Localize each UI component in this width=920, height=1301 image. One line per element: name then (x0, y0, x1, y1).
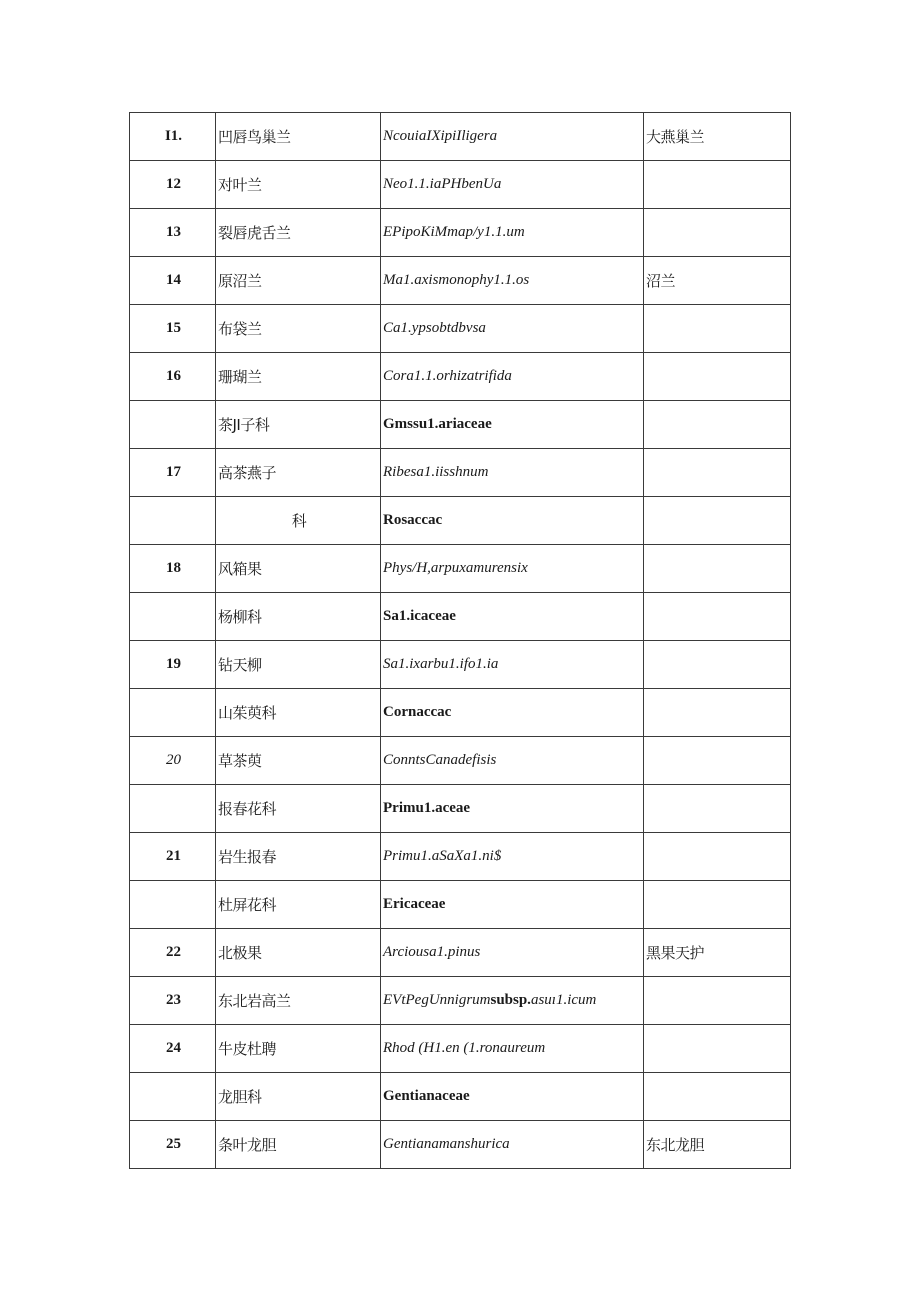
family-row (130, 689, 791, 737)
chinese-name: 裂唇虎舌兰 (216, 209, 381, 257)
row-number: 25 (130, 1121, 216, 1169)
family-chinese-name: 报春花科 (216, 785, 381, 833)
alternate-name: 沼兰 (644, 257, 791, 305)
family-row (130, 593, 791, 641)
row-number: I1. (130, 113, 216, 161)
chinese-name: 凹唇鸟巢兰 (216, 113, 381, 161)
row-number: 19 (130, 641, 216, 689)
row-number (130, 497, 216, 545)
latin-name: Gentianamanshurica (381, 1121, 644, 1169)
row-number (130, 785, 216, 833)
species-row (130, 545, 791, 593)
alternate-name (644, 161, 791, 209)
row-number: 14 (130, 257, 216, 305)
alternate-name (644, 737, 791, 785)
chinese-name: 岩生报春 (216, 833, 381, 881)
row-number (130, 1073, 216, 1121)
row-number: 16 (130, 353, 216, 401)
row-number: 12 (130, 161, 216, 209)
latin-name: Cora1.1.orhizatrifida (381, 353, 644, 401)
chinese-name: 条叶龙胆 (216, 1121, 381, 1169)
chinese-name: 草茶萸 (216, 737, 381, 785)
alternate-name (644, 497, 791, 545)
alternate-name (644, 449, 791, 497)
latin-name: ConntsCanadefisis (381, 737, 644, 785)
chinese-name: 布袋兰 (216, 305, 381, 353)
family-latin-name: Rosaccac (381, 497, 644, 545)
chinese-name: 高茶燕子 (216, 449, 381, 497)
latin-name-genus-species: EVtPegUnnigrum (383, 992, 491, 1008)
alternate-name (644, 593, 791, 641)
species-row (130, 833, 791, 881)
latin-name: Ca1.ypsobtdbvsa (381, 305, 644, 353)
alternate-name (644, 353, 791, 401)
alternate-name (644, 689, 791, 737)
chinese-name: 风箱果 (216, 545, 381, 593)
species-row (130, 305, 791, 353)
species-table (129, 112, 791, 1169)
latin-name: NcouiaIXipiIligera (381, 113, 644, 161)
alternate-name (644, 1025, 791, 1073)
species-row (130, 977, 791, 1025)
alternate-name (644, 401, 791, 449)
alternate-name (644, 833, 791, 881)
family-row (130, 881, 791, 929)
alternate-name (644, 545, 791, 593)
row-number: 24 (130, 1025, 216, 1073)
species-row (130, 641, 791, 689)
latin-name: Rhod (H1.en (1.ronaureum (381, 1025, 644, 1073)
alternate-name: 黑果天护 (644, 929, 791, 977)
latin-name: Neo1.1.iaPHbenUa (381, 161, 644, 209)
latin-name-subspecies-epithet: asuı1.icum (530, 992, 597, 1008)
family-row (130, 1073, 791, 1121)
row-number (130, 881, 216, 929)
alternate-name (644, 785, 791, 833)
alternate-name (644, 977, 791, 1025)
species-row (130, 353, 791, 401)
family-latin-name: Sa1.icaceae (381, 593, 644, 641)
family-latin-name: Primu1.aceae (381, 785, 644, 833)
row-number: 13 (130, 209, 216, 257)
latin-name (381, 977, 644, 1025)
family-chinese-name: 龙胆科 (216, 1073, 381, 1121)
alternate-name (644, 1073, 791, 1121)
species-row (130, 1121, 791, 1169)
alternate-name: 大燕巢兰 (644, 113, 791, 161)
row-number (130, 689, 216, 737)
latin-name-subspecies-marker: subsp. (490, 992, 531, 1008)
latin-name: Ma1.axismonophy1.1.os (381, 257, 644, 305)
alternate-name (644, 641, 791, 689)
chinese-name: 珊瑚兰 (216, 353, 381, 401)
family-chinese-name: 茶JI子科 (216, 401, 381, 449)
chinese-name: 北极果 (216, 929, 381, 977)
species-row (130, 737, 791, 785)
row-number (130, 593, 216, 641)
chinese-name: 钻天柳 (216, 641, 381, 689)
alternate-name (644, 881, 791, 929)
family-latin-name: Cornaccac (381, 689, 644, 737)
row-number: 17 (130, 449, 216, 497)
row-number: 23 (130, 977, 216, 1025)
latin-name: Phys/H,arpuxamurensix (381, 545, 644, 593)
species-table-body (130, 113, 791, 1169)
row-number: 21 (130, 833, 216, 881)
latin-name: EPipoKiMmap/y1.1.um (381, 209, 644, 257)
row-number (130, 401, 216, 449)
row-number: 20 (130, 737, 216, 785)
family-chinese-name: 杨柳科 (216, 593, 381, 641)
alternate-name: 东北龙胆 (644, 1121, 791, 1169)
chinese-name: 原沼兰 (216, 257, 381, 305)
latin-name: Arciousa1.pinus (381, 929, 644, 977)
species-row (130, 257, 791, 305)
chinese-name: 东北岩高兰 (216, 977, 381, 1025)
row-number: 18 (130, 545, 216, 593)
species-row (130, 161, 791, 209)
alternate-name (644, 305, 791, 353)
species-row (130, 1025, 791, 1073)
species-row (130, 209, 791, 257)
latin-name: Primu1.aSaXa1.ni$ (381, 833, 644, 881)
chinese-name: 对叶兰 (216, 161, 381, 209)
latin-name: Ribesa1.iisshnum (381, 449, 644, 497)
alternate-name (644, 209, 791, 257)
family-latin-name: Gmssu1.ariaceae (381, 401, 644, 449)
latin-name: Sa1.ixarbu1.ifo1.ia (381, 641, 644, 689)
row-number: 15 (130, 305, 216, 353)
family-latin-name: Gentianaceae (381, 1073, 644, 1121)
species-row (130, 113, 791, 161)
family-chinese-name: 科 (216, 497, 381, 545)
species-row (130, 449, 791, 497)
family-row (130, 785, 791, 833)
family-row (130, 497, 791, 545)
chinese-name: 牛皮杜聘 (216, 1025, 381, 1073)
family-row (130, 401, 791, 449)
family-latin-name: Ericaceae (381, 881, 644, 929)
family-chinese-name: 杜屏花科 (216, 881, 381, 929)
family-chinese-name: 山茱萸科 (216, 689, 381, 737)
row-number: 22 (130, 929, 216, 977)
species-row (130, 929, 791, 977)
